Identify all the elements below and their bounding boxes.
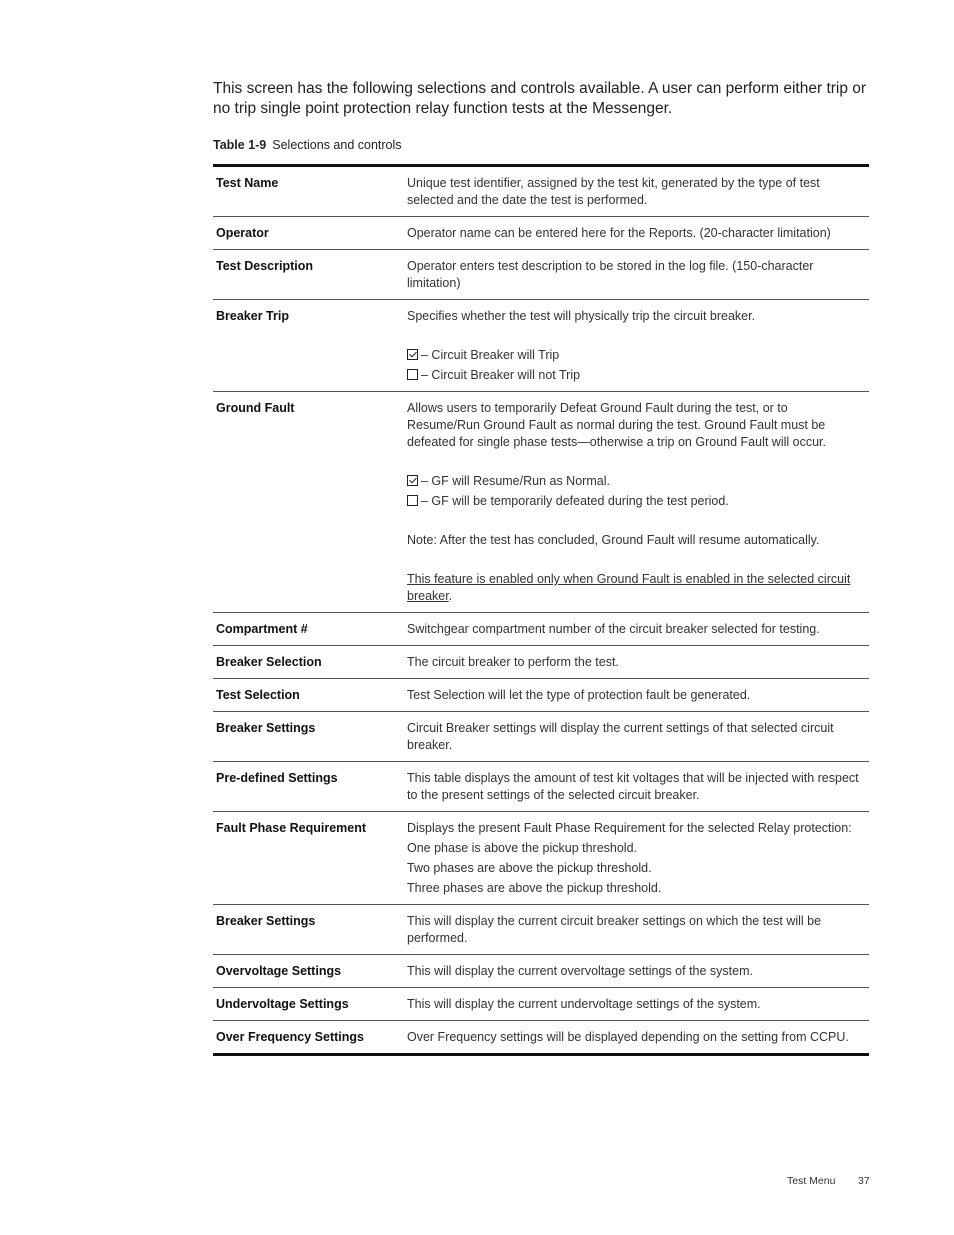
table-row bbox=[213, 1021, 869, 1053]
unchecked-box-icon bbox=[407, 369, 418, 380]
unchecked-option-text: – GF will be temporarily defeated during the test period. bbox=[421, 494, 729, 508]
fault-phase-line: One phase is above the pickup threshold. bbox=[407, 841, 638, 855]
fault-phase-line: Three phases are above the pickup threshold. bbox=[407, 881, 662, 895]
row-name: Breaker Settings bbox=[216, 721, 316, 735]
table-caption-label: Table 1-9 bbox=[213, 138, 267, 152]
row-description: This will display the current circuit breaker settings on which the test will be performed. bbox=[407, 914, 822, 945]
row-description: Operator name can be entered here for the Reports. (20-character limitation) bbox=[407, 226, 831, 240]
row-name: Compartment # bbox=[216, 622, 308, 636]
row-name: Breaker Selection bbox=[216, 655, 322, 669]
row-name: Breaker Trip bbox=[216, 309, 289, 323]
row-name: Overvoltage Settings bbox=[216, 964, 342, 978]
ground-fault-availability bbox=[407, 571, 863, 605]
underlined-tail: . bbox=[448, 589, 453, 603]
row-name: Breaker Settings bbox=[216, 914, 316, 928]
row-description: The circuit breaker to perform the test. bbox=[407, 655, 619, 669]
row-description: This will display the current overvoltage settings of the system. bbox=[407, 964, 753, 978]
row-name: Pre-defined Settings bbox=[216, 771, 338, 785]
unchecked-option-text: – Circuit Breaker will not Trip bbox=[421, 368, 581, 382]
ground-fault-note: Note: After the test has concluded, Ground Fault will resume automatically. bbox=[407, 533, 820, 547]
row-name: Test Description bbox=[216, 259, 314, 273]
footer-section: Test Menu bbox=[787, 1175, 836, 1187]
table-row bbox=[213, 646, 869, 679]
table-row bbox=[213, 905, 869, 955]
row-name: Undervoltage Settings bbox=[216, 997, 349, 1011]
row-name: Fault Phase Requirement bbox=[216, 821, 367, 835]
row-name: Operator bbox=[216, 226, 269, 240]
table-row bbox=[213, 300, 869, 392]
row-description: Switchgear compartment number of the circuit breaker selected for testing. bbox=[407, 622, 820, 636]
row-description bbox=[407, 308, 869, 384]
intro-paragraph: This screen has the following selections and controls available. A user can perform either trip or no trip single point protection relay function tests at the Messenger. bbox=[213, 80, 867, 117]
ground-fault-description: Allows users to temporarily Defeat Ground Fault during the test, or to Resume/Run Ground Fault as normal during the test. Ground Fault must be defeated for single phase tests—otherwise a trip on Ground Fault will occur. bbox=[407, 401, 826, 449]
page-number: 37 bbox=[858, 1175, 870, 1187]
row-description: Unique test identifier, assigned by the test kit, generated by the type of test selected and the date the test is performed. bbox=[407, 176, 820, 207]
table-row bbox=[213, 613, 869, 646]
table-row bbox=[213, 812, 869, 905]
checked-option bbox=[407, 473, 863, 490]
table-row bbox=[213, 762, 869, 812]
table-caption-title: Selections and controls bbox=[272, 138, 402, 152]
fault-phase-line: Two phases are above the pickup threshold. bbox=[407, 861, 652, 875]
row-description: Operator enters test description to be stored in the log file. (150-character limitation) bbox=[407, 259, 814, 290]
table-caption bbox=[213, 138, 402, 152]
unchecked-box-icon bbox=[407, 495, 418, 506]
table-row bbox=[213, 392, 869, 613]
row-description: Circuit Breaker settings will display the current settings of that selected circuit breaker. bbox=[407, 721, 834, 752]
table-row bbox=[213, 217, 869, 250]
table-row bbox=[213, 988, 869, 1021]
row-description: This table displays the amount of test kit voltages that will be injected with respect to the present settings of the selected circuit breaker. bbox=[407, 771, 859, 802]
checked-box-icon bbox=[407, 475, 418, 486]
fault-phase-description: Displays the present Fault Phase Requirement for the selected Relay protection: bbox=[407, 821, 852, 835]
table-row bbox=[213, 712, 869, 762]
selections-table bbox=[213, 164, 869, 1056]
checked-option-text: – GF will Resume/Run as Normal. bbox=[421, 474, 610, 488]
row-name: Test Selection bbox=[216, 688, 300, 702]
row-name: Ground Fault bbox=[216, 401, 295, 415]
row-description bbox=[407, 820, 869, 897]
row-description: Over Frequency settings will be displayed depending on the setting from CCPU. bbox=[407, 1030, 849, 1044]
checked-box-icon bbox=[407, 349, 418, 360]
underlined-text: This feature is enabled only when Ground Fault is enabled in the selected circuit breaker bbox=[407, 572, 851, 603]
checked-option bbox=[407, 347, 863, 364]
checked-option-text: – Circuit Breaker will Trip bbox=[421, 348, 560, 362]
row-description: This will display the current undervoltage settings of the system. bbox=[407, 997, 761, 1011]
unchecked-option bbox=[407, 493, 863, 510]
row-description bbox=[407, 400, 869, 605]
row-name: Test Name bbox=[216, 176, 279, 190]
unchecked-option bbox=[407, 367, 863, 384]
breaker-trip-description: Specifies whether the test will physically trip the circuit breaker. bbox=[407, 309, 756, 323]
table-row bbox=[213, 679, 869, 712]
table-row bbox=[213, 955, 869, 988]
table-row bbox=[213, 167, 869, 217]
table-row bbox=[213, 250, 869, 300]
row-description: Test Selection will let the type of protection fault be generated. bbox=[407, 688, 751, 702]
row-name: Over Frequency Settings bbox=[216, 1030, 364, 1044]
